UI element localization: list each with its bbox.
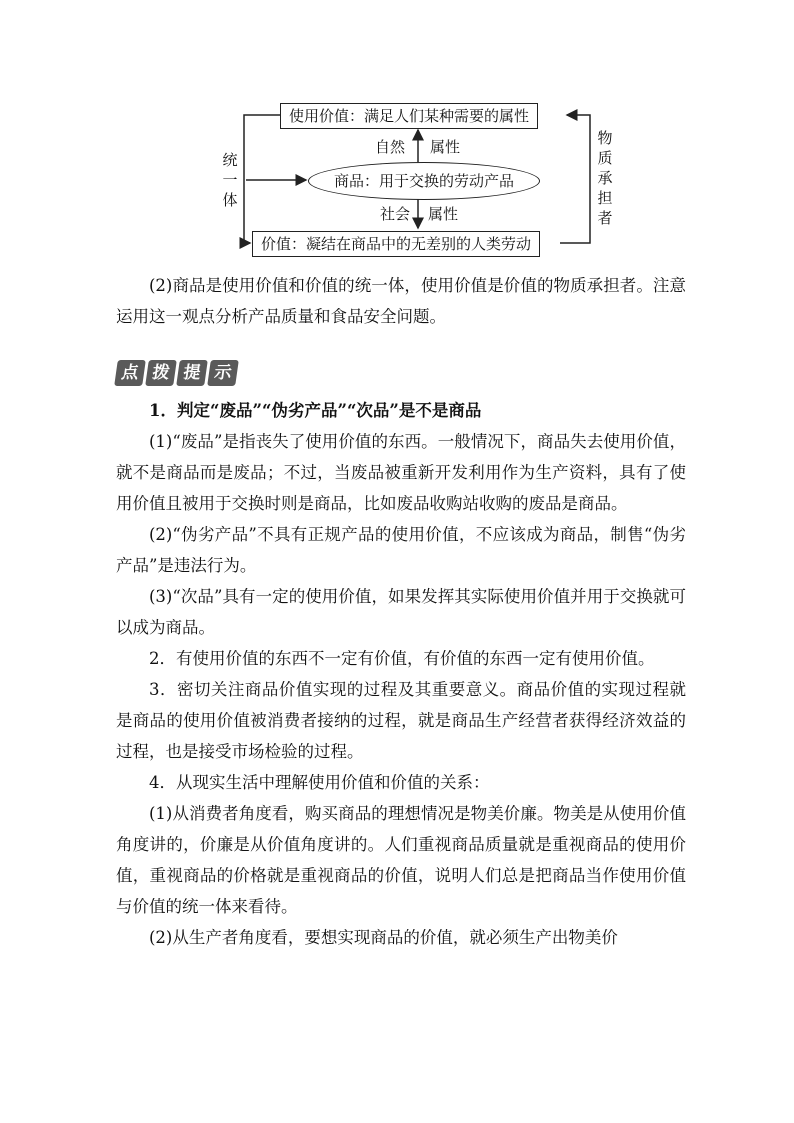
badge-char-4: 示 xyxy=(207,360,239,386)
tips-badge xyxy=(116,360,237,386)
badge-char-1: 点 xyxy=(114,360,146,386)
left-bracket-line xyxy=(244,115,280,243)
natural-label: 自然 xyxy=(375,138,406,156)
tips-body xyxy=(116,395,686,953)
badge-char-3: 提 xyxy=(176,360,208,386)
intro-text xyxy=(116,270,686,332)
commodity-ellipse: 商品：用于交换的劳动产品 xyxy=(308,162,540,200)
attribute-label-1: 属性 xyxy=(430,138,461,156)
value-box: 价值：凝结在商品中的无差别的人类劳动 xyxy=(252,231,540,257)
intro-paragraph: (2)商品是使用价值和价值的统一体，使用价值是价值的物质承担者。注意运用这一观点分析产品质量和食品安全问题。 xyxy=(116,276,686,326)
point-1-3: (3)“次品”具有一定的使用价值，如果发挥其实际使用价值并用于交换就可以成为商品。 xyxy=(116,587,686,637)
attribute-label-2: 属性 xyxy=(428,205,459,223)
concept-diagram xyxy=(0,0,794,260)
right-bracket-line xyxy=(560,115,590,243)
point-1-heading: 1．判定“废品”“伪劣产品”“次品”是不是商品 xyxy=(149,401,482,420)
point-1-2: (2)“伪劣产品”不具有正规产品的使用价值，不应该成为商品，制售“伪劣产品”是违法行为。 xyxy=(116,525,686,575)
point-3: 3．密切关注商品价值实现的过程及其重要意义。商品价值的实现过程就是商品的使用价值被消费者接纳的过程，就是商品生产经营者获得经济效益的过程，也是接受市场检验的过程。 xyxy=(116,680,686,761)
social-label: 社会 xyxy=(380,205,411,223)
material-bearer-label: 物质承担者 xyxy=(597,129,613,227)
badge-char-2: 拨 xyxy=(145,360,177,386)
use-value-box: 使用价值：满足人们某种需要的属性 xyxy=(280,103,538,129)
point-2: 2．有使用价值的东西不一定有价值，有价值的东西一定有使用价值。 xyxy=(149,649,655,668)
unity-label: 统一体 xyxy=(222,151,238,209)
point-4-1: (1)从消费者角度看，购买商品的理想情况是物美价廉。物美是从使用价值角度讲的，价廉是从价值角度讲的。人们重视商品质量就是重视商品的使用价值，重视商品的价格就是重视商品的价值，说明人们总是把商品当作使用价值与价值的统一体来看待。 xyxy=(116,804,686,916)
point-4-heading: 4．从现实生活中理解使用价值和价值的关系： xyxy=(149,773,490,792)
point-4-2: (2)从生产者角度看，要想实现商品的价值，就必须生产出物美价 xyxy=(149,928,618,947)
point-1-1: (1)“废品”是指丧失了使用价值的东西。一般情况下，商品失去使用价值，就不是商品而是废品；不过，当废品被重新开发利用作为生产资料，具有了使用价值且被用于交换时则是商品，比如废品收购站收购的废品是商品。 xyxy=(116,432,686,513)
